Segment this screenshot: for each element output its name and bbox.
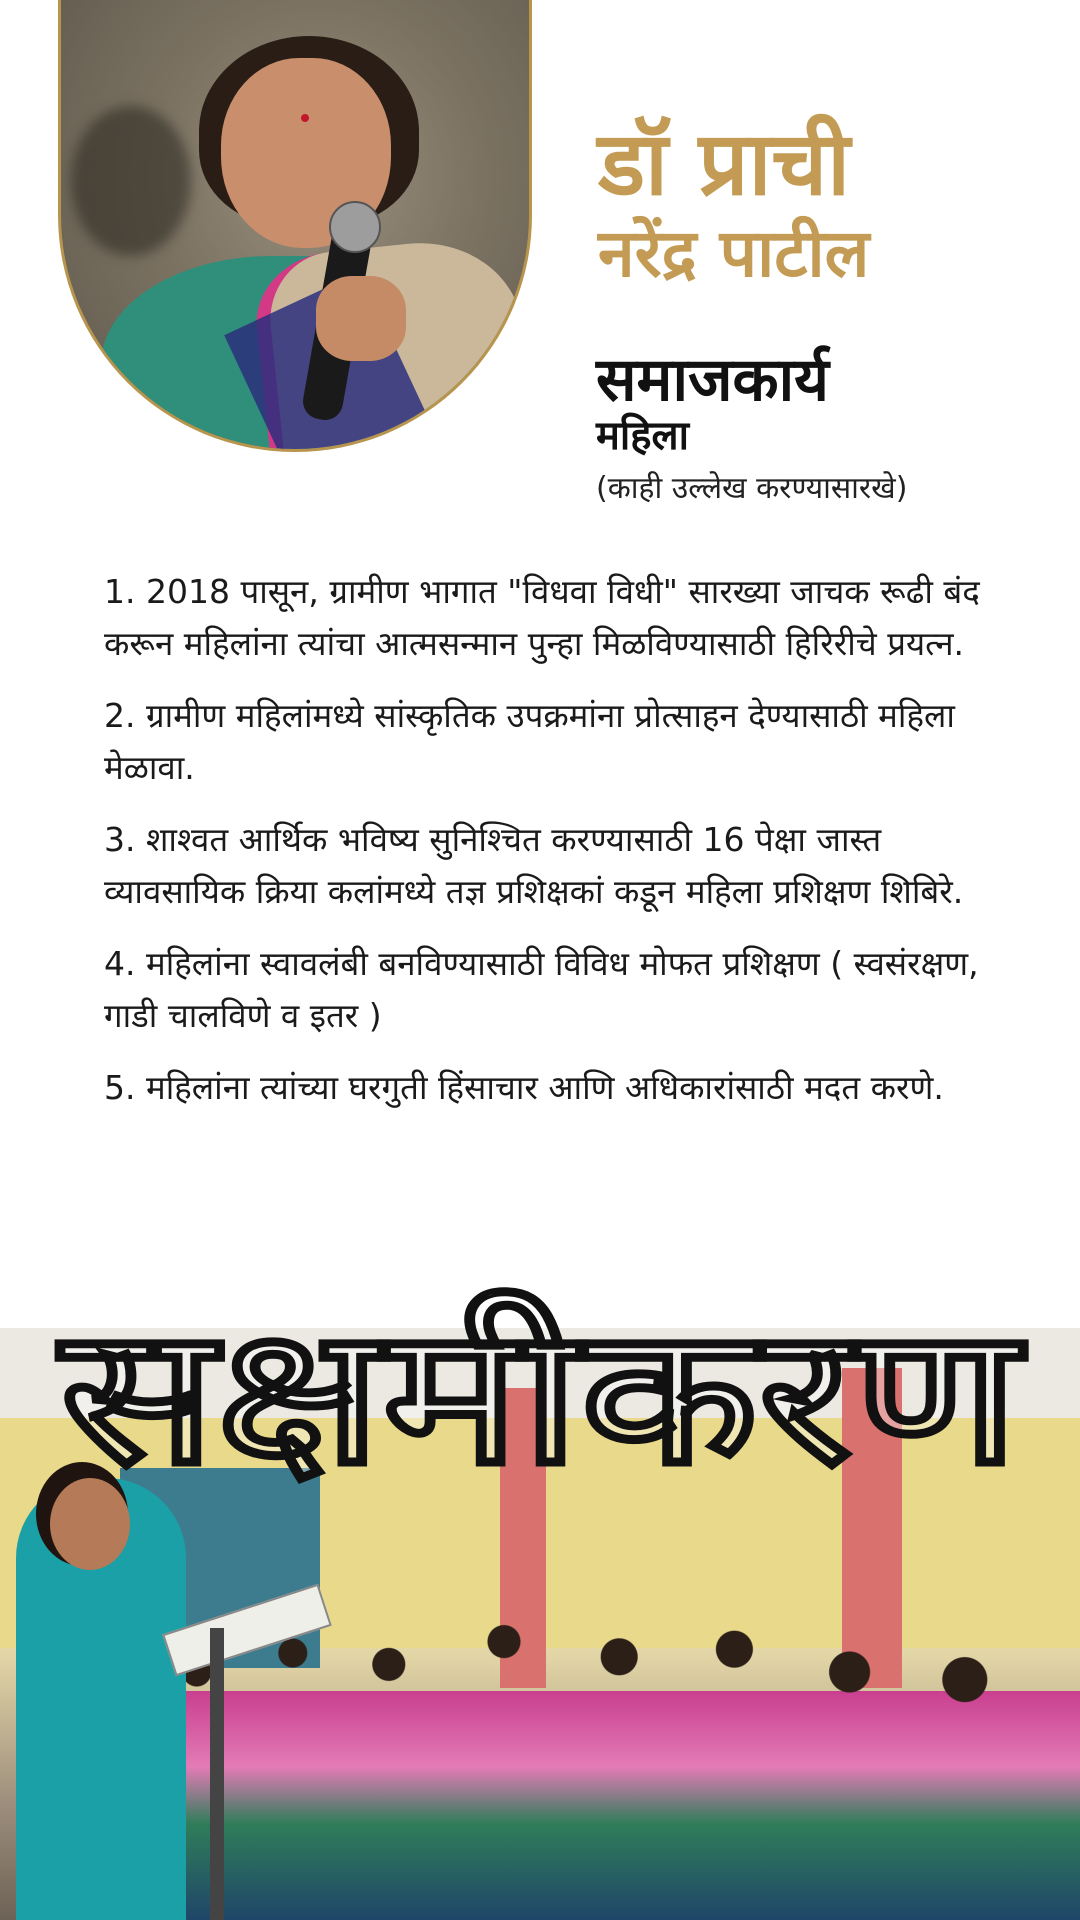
portrait-bindi [301, 114, 309, 122]
achievements-list [104, 566, 1024, 1134]
name-line-2: नरेंद्र पाटील [598, 215, 870, 292]
achievement-item: 4. महिलांना स्वावलंबी बनविण्यासाठी विविध मोफत प्रशिक्षण ( स्वसंरक्षण, गाडी चालविणे व इतर ) [104, 944, 979, 1035]
section-note: (काही उल्लेख करण्यासारखे) [596, 471, 908, 506]
microphone-head [329, 201, 381, 253]
name-line-1: डॉ प्राची [598, 112, 851, 215]
achievement-item: 2. ग्रामीण महिलांमध्ये सांस्कृतिक उपक्रमांना प्रोत्साहन देण्यासाठी महिला मेळावा. [104, 696, 955, 787]
portrait-hand [316, 276, 406, 361]
speaker-head [50, 1478, 130, 1570]
portrait-background [71, 106, 191, 256]
portrait-photo [58, 0, 532, 452]
achievement-item: 1. 2018 पासून, ग्रामीण भागात "विधवा विधी" सारख्या जाचक रूढी बंद करून महिलांना त्यांचा आत्मसन्मान पुन्हा मिळविण्यासाठी हिरिरीचे प्रयत्न. [104, 572, 980, 663]
achievement-item: 5. महिलांना त्यांच्या घरगुती हिंसाचार आणि अधिकारांसाठी मदत करणे. [104, 1068, 944, 1107]
section-subtitle: महिला [596, 413, 689, 459]
watermark-text: सक्षमीकरण [56, 1286, 1027, 1492]
podium-stand [210, 1628, 224, 1920]
achievement-item: 3. शाश्वत आर्थिक भविष्य सुनिश्चित करण्यासाठी 16 पेक्षा जास्त व्यावसायिक क्रिया कलांमध्ये तज्ञ प्रशिक्षकां कडून महिला प्रशिक्षण शिबिरे. [104, 820, 964, 911]
event-photo [0, 1328, 1080, 1920]
section-title: समाजकार्य [596, 345, 829, 415]
